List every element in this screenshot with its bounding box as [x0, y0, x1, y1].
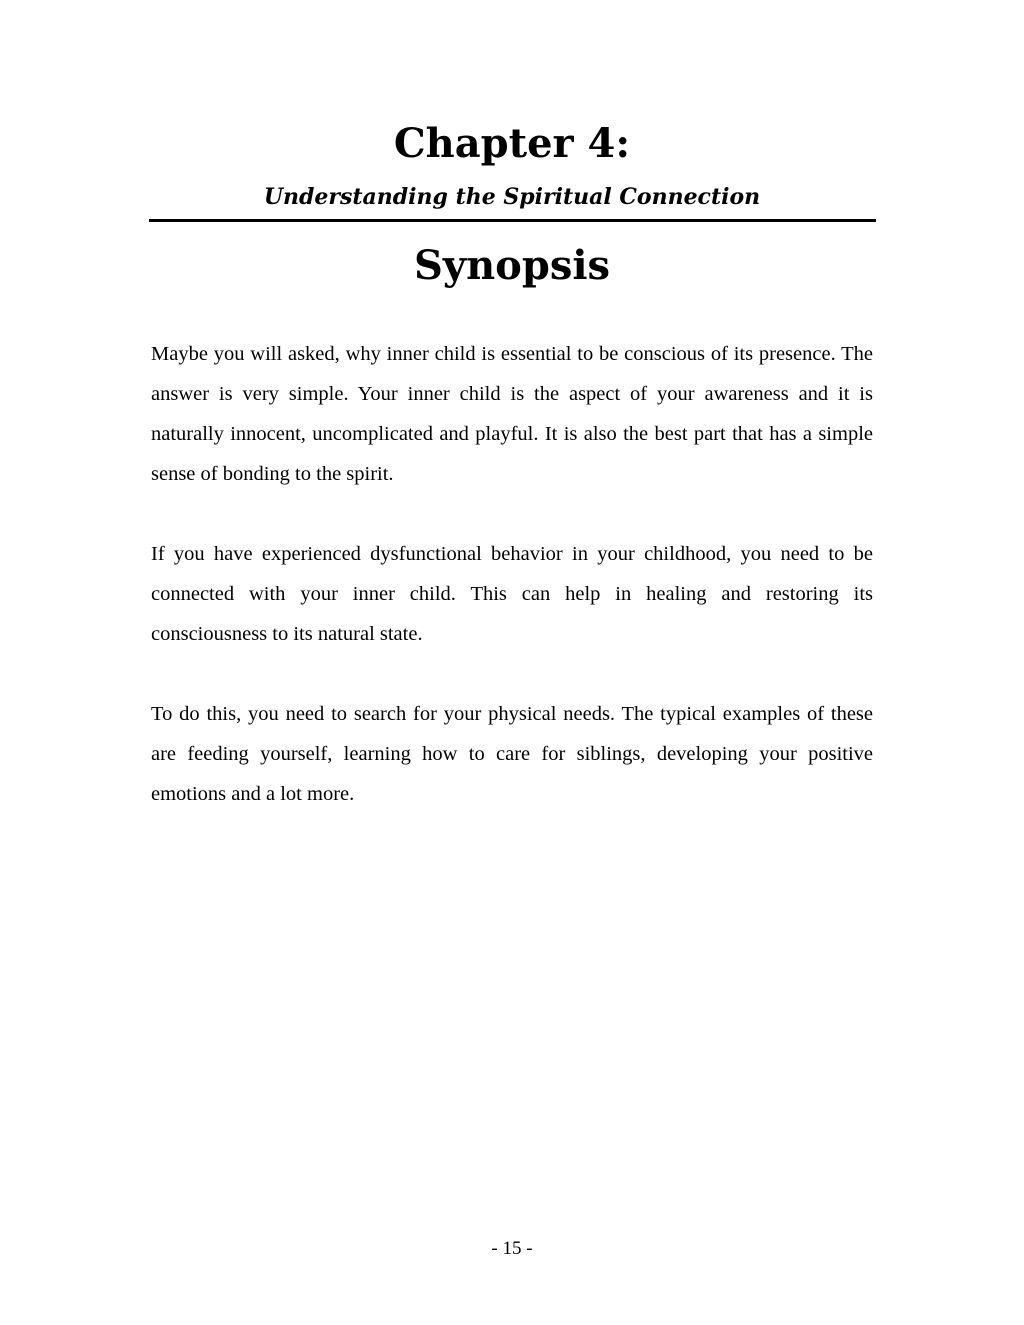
paragraph: Maybe you will asked, why inner child is essential to be conscious of its presence. The answer is very simple. Your inner child is the aspect of your awareness and it is naturally innocent, uncomplicated and playful. It is also the best part that has a simple sense of bonding to the spirit.	[151, 343, 873, 485]
section-title: Synopsis	[413, 242, 611, 289]
body-text	[151, 334, 873, 854]
page-number: - 15 -	[491, 1238, 533, 1259]
horizontal-divider	[149, 219, 876, 222]
chapter-title: Chapter 4:	[393, 120, 631, 167]
paragraph: If you have experienced dysfunctional behavior in your childhood, you need to be connected with your inner child. This can help in healing and restoring its consciousness to its natural state.	[151, 543, 873, 645]
paragraph: To do this, you need to search for your physical needs. The typical examples of these are feeding yourself, learning how to care for siblings, developing your positive emotions and a lot more.	[151, 703, 873, 805]
chapter-subtitle: Understanding the Spiritual Connection	[263, 184, 761, 210]
